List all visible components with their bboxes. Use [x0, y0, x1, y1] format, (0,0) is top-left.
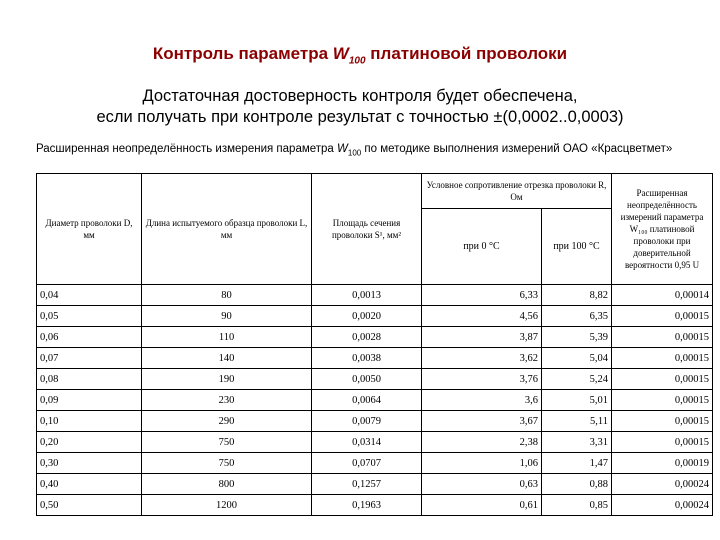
r100-cell: 5,24: [542, 369, 612, 390]
r100-cell: 5,04: [542, 348, 612, 369]
uncertainty-cell: 0,00015: [612, 369, 713, 390]
header-r0: при 0 °С: [422, 209, 542, 285]
table-row: [37, 453, 713, 474]
r0-cell: 1,06: [422, 453, 542, 474]
table-row: [37, 348, 713, 369]
length-cell: 290: [142, 411, 312, 432]
table-row: [37, 369, 713, 390]
table-row: [37, 474, 713, 495]
r100-cell: 1,47: [542, 453, 612, 474]
r0-cell: 6,33: [422, 285, 542, 306]
uncertainty-table: [36, 173, 713, 516]
r0-cell: 3,87: [422, 327, 542, 348]
length-cell: 800: [142, 474, 312, 495]
diameter-cell: 0,05: [37, 306, 142, 327]
table-row: [37, 327, 713, 348]
uncertainty-cell: 0,00015: [612, 411, 713, 432]
uncertainty-cell: 0,00015: [612, 390, 713, 411]
diameter-cell: 0,07: [37, 348, 142, 369]
area-cell: 0,1963: [312, 495, 422, 516]
diameter-cell: 0,30: [37, 453, 142, 474]
uncertainty-cell: 0,00015: [612, 306, 713, 327]
length-cell: 230: [142, 390, 312, 411]
r0-cell: 4,56: [422, 306, 542, 327]
area-cell: 0,0079: [312, 411, 422, 432]
uncertainty-cell: 0,00015: [612, 348, 713, 369]
uncertainty-cell: 0,00014: [612, 285, 713, 306]
uncertainty-cell: 0,00015: [612, 432, 713, 453]
length-cell: 80: [142, 285, 312, 306]
diameter-cell: 0,50: [37, 495, 142, 516]
uncertainty-cell: 0,00015: [612, 327, 713, 348]
header-r100: при 100 °С: [542, 209, 612, 285]
r100-cell: 5,39: [542, 327, 612, 348]
area-cell: 0,0314: [312, 432, 422, 453]
area-cell: 0,0028: [312, 327, 422, 348]
uncertainty-cell: 0,00024: [612, 474, 713, 495]
header-diameter: Диаметр проволоки D, мм: [37, 174, 142, 285]
area-cell: 0,0013: [312, 285, 422, 306]
diameter-cell: 0,09: [37, 390, 142, 411]
diameter-cell: 0,04: [37, 285, 142, 306]
diameter-cell: 0,40: [37, 474, 142, 495]
table-row: [37, 495, 713, 516]
diameter-cell: 0,08: [37, 369, 142, 390]
length-cell: 1200: [142, 495, 312, 516]
length-cell: 750: [142, 432, 312, 453]
area-cell: 0,0064: [312, 390, 422, 411]
table-row: [37, 390, 713, 411]
area-cell: 0,0050: [312, 369, 422, 390]
area-cell: 0,1257: [312, 474, 422, 495]
r100-cell: 5,11: [542, 411, 612, 432]
r100-cell: 0,85: [542, 495, 612, 516]
length-cell: 190: [142, 369, 312, 390]
r100-cell: 5,01: [542, 390, 612, 411]
length-cell: 90: [142, 306, 312, 327]
area-cell: 0,0020: [312, 306, 422, 327]
length-cell: 750: [142, 453, 312, 474]
table-description: Расширенная неопределённость измерения параметра $W_{100}$ по методике выполнения измерений ОАО «Красцветмет»: [36, 143, 673, 158]
subtitle-line-1: Достаточная достоверность контроля будет обеспечена,: [142, 87, 578, 105]
r0-cell: 3,6: [422, 390, 542, 411]
area-cell: 0,0038: [312, 348, 422, 369]
table-row: [37, 411, 713, 432]
slide-title: Контроль параметра $W_{100}$ платиновой проволоки: [152, 44, 568, 67]
subtitle-line-2: если получать при контроле результат с точностью ±(0,0002..0,0003): [96, 108, 624, 126]
header-area: Площадь сечения проволоки S¹, мм²: [312, 174, 422, 285]
length-cell: 110: [142, 327, 312, 348]
length-cell: 140: [142, 348, 312, 369]
r100-cell: 6,35: [542, 306, 612, 327]
r100-cell: 0,88: [542, 474, 612, 495]
r0-cell: 0,63: [422, 474, 542, 495]
area-cell: 0,0707: [312, 453, 422, 474]
r0-cell: 2,38: [422, 432, 542, 453]
r0-cell: 3,62: [422, 348, 542, 369]
r0-cell: 3,76: [422, 369, 542, 390]
slide-subtitle: [40, 86, 680, 128]
header-resistance: Условное сопротивление отрезка проволоки R, Ом: [422, 174, 612, 209]
r100-cell: 8,82: [542, 285, 612, 306]
uncertainty-cell: 0,00019: [612, 453, 713, 474]
r0-cell: 0,61: [422, 495, 542, 516]
table-row: [37, 432, 713, 453]
table-row: [37, 306, 713, 327]
r100-cell: 3,31: [542, 432, 612, 453]
diameter-cell: 0,10: [37, 411, 142, 432]
header-length: Длина испытуемого образца проволоки L, мм: [142, 174, 312, 285]
table-row: [37, 285, 713, 306]
r0-cell: 3,67: [422, 411, 542, 432]
uncertainty-cell: 0,00024: [612, 495, 713, 516]
header-uncertainty: Расширенная неопределённость измерений параметра W₁₀₀ платиновой проволоки при доверительной вероятности 0,95 U: [612, 174, 713, 285]
diameter-cell: 0,06: [37, 327, 142, 348]
diameter-cell: 0,20: [37, 432, 142, 453]
